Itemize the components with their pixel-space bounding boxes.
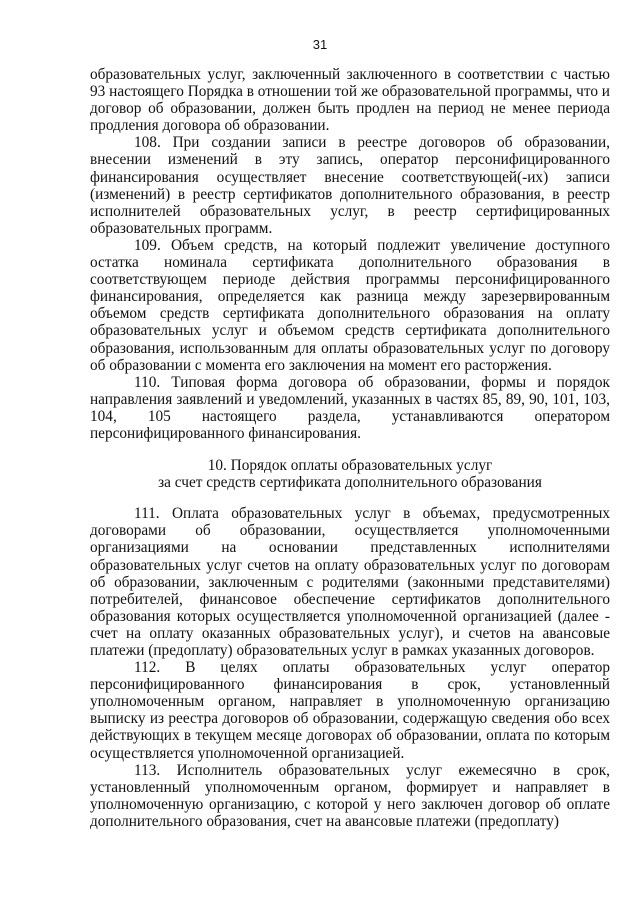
- section-heading-line-1: 10. Порядок оплаты образовательных услуг: [207, 457, 493, 475]
- paragraph-111: 111. Оплата образовательных услуг в объемах, предусмотренных договорами об образовании, осуществляется уполномоченными организациями на основании представленных исполнителями образовательных услуг счетов на оплату образовательных услуг по договорам об образовании, заключенным с родителями (законными представителями) потребителей, финансовое обеспечение сертификатов дополнительного образования которых осуществляется уполномоченной организацией (далее - счет на оплату оказанных образовательных услуг), и счетов на авансовые платежи (предоплату) образовательных услуг в рамках указанных договоров.: [90, 505, 610, 659]
- paragraph-113: 113. Исполнитель образовательных услуг ежемесячно в срок, установленный уполномоченным органом, формирует и направляет в уполномоченную организацию, с которой у него заключен договор об оплате дополнительного образования, счет на авансовые платежи (предоплату): [90, 761, 610, 830]
- section-heading-line-2: за счет средств сертификата дополнительного образования: [158, 474, 542, 492]
- section-heading: [90, 457, 610, 491]
- paragraph-112: 112. В целях оплаты образовательных услуг оператор персонифицированного финансирования в срок, установленный уполномоченным органом, направляет в уполномоченную организацию выписку из реестра договоров об образовании, содержащую сведения обо всех действующих в текущем месяце договорах об образовании, оплата по которым осуществляется уполномоченной организацией.: [90, 659, 610, 762]
- page-number: 31: [312, 37, 328, 52]
- paragraph-108: 108. При создании записи в реестре договоров об образовании, внесении изменений в эту запись, оператор персонифицированного финансирования осуществляет внесение соответствующей(-их) записи (изменений) в реестр сертификатов дополнительного образования, в реестр исполнителей образовательных услуг, в реестр сертифицированных образовательных программ.: [90, 134, 610, 237]
- paragraph-110: 110. Типовая форма договора об образовании, формы и порядок направления заявлений и уведомлений, указанных в частях 85, 89, 90, 101, 103, 104, 105 настоящего раздела, устанавливаются оператором персонифицированного финансирования.: [90, 373, 610, 442]
- paragraph-continuation: образовательных услуг, заключенный заключенного в соответствии с частью 93 настоящего Порядка в отношении той же образовательной программы, что и договор об образовании, должен быть продлен на период не менее периода продления договора об образовании.: [90, 66, 610, 135]
- paragraph-109: 109. Объем средств, на который подлежит увеличение доступного остатка номинала сертификата дополнительного образования в соответствующем периоде действия программы персонифицированного финансирования, определяется как разница между зарезервированным объемом средств сертификата дополнительного образования на оплату образовательных услуг и объемом средств сертификата дополнительного образования, использованным для оплаты образовательных услуг по договору об образовании с момента его заключения на момент его расторжения.: [90, 236, 610, 374]
- document-body: [90, 66, 610, 830]
